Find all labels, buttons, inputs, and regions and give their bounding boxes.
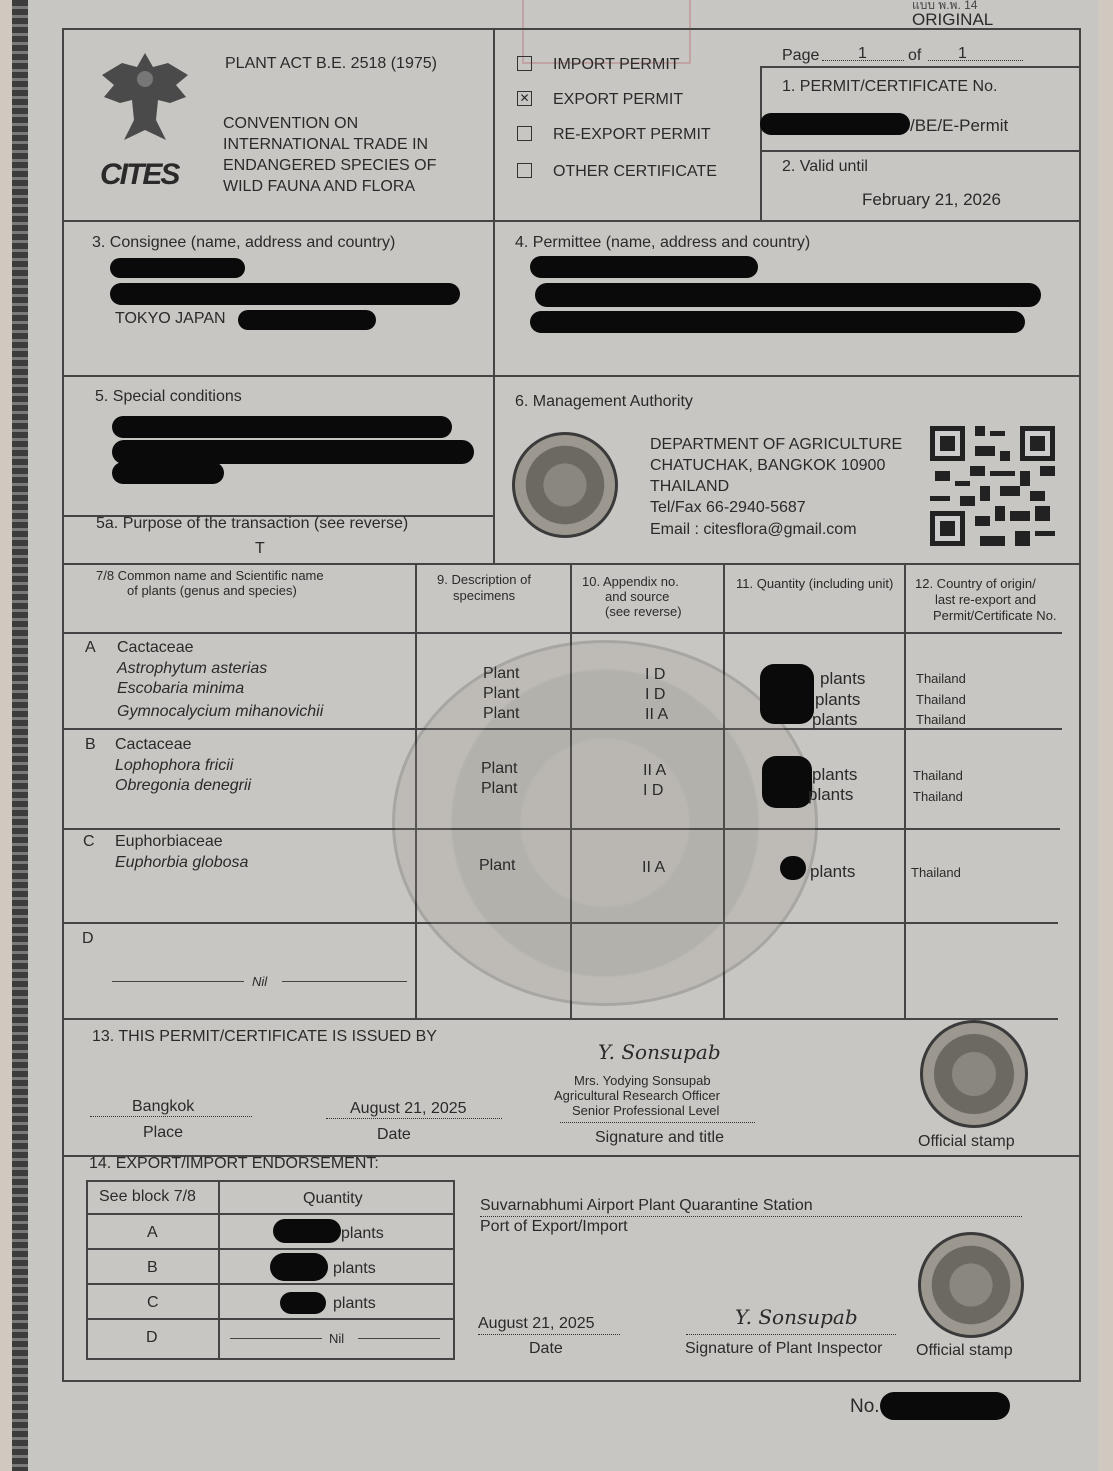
consignee-city: TOKYO JAPAN: [115, 310, 226, 327]
redacted-text: [110, 258, 245, 278]
authority-email: Email : citesflora@gmail.com: [650, 521, 857, 538]
origin-country: Thailand: [916, 692, 966, 707]
species-name: Astrophytum asterias: [117, 660, 268, 677]
issue-place: Bangkok: [132, 1098, 195, 1115]
signer-line: Mrs. Yodying Sonsupab: [574, 1073, 711, 1088]
specimen-desc: Plant: [483, 665, 520, 682]
export-permit-checkbox[interactable]: ✕: [517, 91, 532, 106]
quantity-unit: plants: [815, 690, 861, 709]
authority-line: THAILAND: [650, 478, 730, 495]
col-header-country: 12. Country of origin/: [915, 576, 1036, 591]
endorse-col-block: See block 7/8: [99, 1188, 196, 1205]
redacted-document-number: [880, 1392, 1010, 1420]
page-number: 1: [858, 45, 867, 62]
redacted-text: [530, 256, 758, 278]
special-conditions-label: 5. Special conditions: [95, 388, 242, 405]
endorsement-label: 14. EXPORT/IMPORT ENDORSEMENT:: [89, 1155, 379, 1172]
endorse-block: B: [147, 1259, 158, 1276]
redacted-text: [112, 462, 224, 484]
redacted-quantity: [280, 1292, 326, 1314]
appendix-source: II A: [645, 706, 669, 723]
col-header-species: 7/8 Common name and Scientific name: [96, 568, 324, 583]
official-stamp-icon: [920, 1020, 1028, 1128]
endorse-qty: plants: [333, 1295, 376, 1312]
endorse-qty: Nil: [329, 1331, 345, 1346]
other-certificate-label: OTHER CERTIFICATE: [553, 163, 717, 180]
endorse-block: D: [146, 1329, 158, 1346]
management-authority-label: 6. Management Authority: [515, 393, 693, 410]
appendix-source: II A: [642, 859, 666, 876]
col-header-appendix: (see reverse): [605, 604, 682, 619]
export-permit-label: EXPORT PERMIT: [553, 91, 684, 108]
species-name: Gymnocalycium mihanovichii: [117, 703, 324, 720]
inspector-signature: Y. Sonsupab: [735, 1305, 858, 1329]
origin-country: Thailand: [916, 712, 966, 727]
signer-line: Agricultural Research Officer: [554, 1088, 720, 1103]
redacted-quantity: [780, 856, 806, 880]
official-stamp-icon: [918, 1232, 1024, 1338]
redacted-quantity: [270, 1253, 328, 1281]
department-seal-icon: [512, 432, 618, 538]
port-label: Port of Export/Import: [480, 1218, 628, 1235]
permittee-label: 4. Permittee (name, address and country): [515, 234, 811, 251]
convention-line: CONVENTION ON: [223, 115, 359, 132]
appendix-source: I D: [645, 686, 666, 703]
col-header-quantity: 11. Quantity (including unit): [736, 576, 894, 591]
quantity-unit: plants: [812, 765, 858, 784]
watermark-seal: [392, 640, 818, 1006]
redacted-text: [112, 416, 452, 438]
redacted-text: [238, 310, 376, 330]
signer-line: Senior Professional Level: [572, 1103, 720, 1118]
form-code: แบบ พ.พ. 14: [912, 0, 978, 12]
endorse-date: August 21, 2025: [478, 1315, 595, 1332]
of-label: of: [908, 47, 922, 64]
authority-line: Tel/Fax 66-2940-5687: [650, 499, 806, 516]
row-letter: A: [85, 639, 96, 656]
row-letter: D: [82, 930, 94, 947]
redacted-permit-number: [760, 113, 910, 135]
col-header-country: last re-export and: [935, 592, 1037, 607]
specimen-desc: Plant: [483, 685, 520, 702]
col-header-description: 9. Description of: [437, 572, 531, 587]
appendix-source: I D: [643, 782, 664, 799]
redacted-quantity: [760, 664, 814, 724]
endorse-block: C: [147, 1294, 159, 1311]
redacted-quantity: [762, 756, 812, 808]
origin-country: Thailand: [913, 789, 963, 804]
specimen-desc: Plant: [481, 780, 518, 797]
purpose-value: T: [255, 540, 265, 557]
purpose-label: 5a. Purpose of the transaction (see reverse): [96, 515, 409, 532]
convention-line: ENDANGERED SPECIES OF: [223, 157, 437, 174]
appendix-source: II A: [643, 762, 667, 779]
convention-line: INTERNATIONAL TRADE IN: [223, 136, 429, 153]
official-stamp-label: Official stamp: [918, 1133, 1015, 1150]
redacted-text: [535, 283, 1041, 307]
authority-line: CHATUCHAK, BANGKOK 10900: [650, 457, 886, 474]
origin-country: Thailand: [916, 671, 966, 686]
quantity-unit: plants: [810, 862, 856, 881]
import-permit-label: IMPORT PERMIT: [553, 56, 680, 73]
row-letter: C: [83, 833, 95, 850]
endorse-date-label: Date: [529, 1340, 563, 1357]
authority-line: DEPARTMENT OF AGRICULTURE: [650, 436, 903, 453]
nil-value: Nil: [252, 974, 268, 989]
specimen-desc: Plant: [483, 705, 520, 722]
convention-line: WILD FAUNA AND FLORA: [223, 178, 416, 195]
issue-date: August 21, 2025: [350, 1100, 467, 1117]
consignee-label: 3. Consignee (name, address and country): [92, 234, 396, 251]
page-total: 1: [958, 45, 967, 62]
permit-no-suffix: /BE/E-Permit: [910, 116, 1009, 135]
other-certificate-checkbox[interactable]: [517, 163, 532, 178]
issuer-signature: Y. Sonsupab: [598, 1040, 721, 1064]
quantity-unit: plants: [820, 669, 866, 688]
official-stamp-label: Official stamp: [916, 1342, 1013, 1359]
issued-by-label: 13. THIS PERMIT/CERTIFICATE IS ISSUED BY: [92, 1028, 437, 1045]
valid-until-label: 2. Valid until: [782, 158, 868, 175]
document-number-label: No.: [850, 1396, 880, 1417]
col-header-description: specimens: [453, 588, 516, 603]
species-name: Escobaria minima: [117, 680, 245, 697]
quantity-unit: plants: [812, 710, 858, 729]
import-permit-checkbox[interactable]: [517, 56, 532, 71]
origin-country: Thailand: [911, 865, 961, 880]
qr-code-icon[interactable]: [930, 426, 1055, 546]
permit-no-label: 1. PERMIT/CERTIFICATE No.: [782, 78, 998, 95]
species-name: Lophophora fricii: [115, 757, 234, 774]
endorse-col-quantity: Quantity: [303, 1190, 363, 1207]
specimen-desc: Plant: [479, 857, 516, 874]
redacted-text: [530, 311, 1025, 333]
family-name: Cactaceae: [115, 736, 192, 753]
col-header-country: Permit/Certificate No.: [933, 608, 1057, 623]
port-name: Suvarnabhumi Airport Plant Quarantine Station: [480, 1197, 813, 1214]
family-name: Euphorbiaceae: [115, 833, 223, 850]
endorse-qty: plants: [333, 1260, 376, 1277]
re-export-permit-label: RE-EXPORT PERMIT: [553, 126, 711, 143]
specimen-desc: Plant: [481, 760, 518, 777]
appendix-source: I D: [645, 666, 666, 683]
row-letter: B: [85, 736, 96, 753]
valid-until-date: February 21, 2026: [862, 190, 1001, 209]
signature-title-label: Signature and title: [595, 1129, 724, 1146]
col-header-appendix: and source: [605, 589, 670, 604]
inspector-signature-label: Signature of Plant Inspector: [685, 1340, 883, 1357]
col-header-appendix: 10. Appendix no.: [582, 574, 679, 589]
act-title: PLANT ACT B.E. 2518 (1975): [225, 55, 437, 72]
garuda-emblem-icon: [98, 45, 193, 155]
origin-country: Thailand: [913, 768, 963, 783]
species-name: Euphorbia globosa: [115, 854, 249, 871]
endorse-qty: plants: [341, 1225, 384, 1242]
place-label: Place: [143, 1124, 184, 1141]
species-name: Obregonia denegrii: [115, 777, 252, 794]
col-header-species: of plants (genus and species): [127, 583, 297, 598]
original-label: ORIGINAL: [912, 10, 994, 29]
cites-logo: CITES: [100, 158, 179, 191]
quantity-unit: plants: [808, 785, 854, 804]
date-label: Date: [377, 1126, 411, 1143]
re-export-permit-checkbox[interactable]: [517, 126, 532, 141]
family-name: Cactaceae: [117, 639, 194, 656]
redacted-quantity: [273, 1219, 341, 1243]
redacted-text: [112, 440, 474, 464]
page-label: Page: [782, 47, 820, 64]
endorse-block: A: [147, 1224, 158, 1241]
redacted-text: [110, 283, 460, 305]
